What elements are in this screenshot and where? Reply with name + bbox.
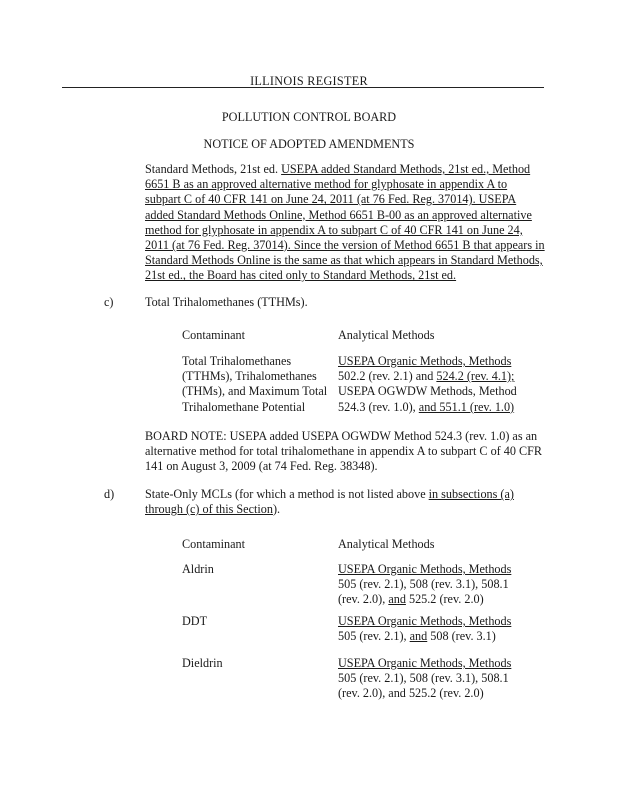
methods-text: and: [409, 629, 428, 644]
section-c-methods-line: [338, 400, 548, 415]
section-c-methods-line: USEPA OGWDW Methods, Method: [338, 384, 517, 399]
methods-text: 508 (rev. 3.1): [427, 629, 496, 644]
section-c-contaminant-cell: [182, 354, 332, 415]
contaminant-aldrin: Aldrin: [182, 562, 214, 576]
section-c-methods-text: and 551.1 (rev. 1.0): [418, 399, 515, 414]
section-c-col-methods: Analytical Methods: [338, 328, 435, 342]
methods-text: (rev. 2.0),: [338, 592, 389, 607]
contaminant-ddt: DDT: [182, 614, 208, 628]
section-c-contaminant-line: Trihalomethane Potential: [182, 399, 306, 414]
methods-line: 505 (rev. 2.1), 508 (rev. 3.1), 508.1: [338, 671, 509, 686]
section-c-methods-line: [338, 369, 548, 384]
methods-aldrin: [338, 562, 553, 608]
section-c-contaminant-line: Total Trihalomethanes: [182, 354, 292, 368]
methods-line: [338, 629, 553, 644]
section-d-title-text: State-Only MCLs (for which a method is not listed above: [145, 487, 429, 501]
register-title: ILLINOIS REGISTER: [250, 74, 368, 88]
header-rule: [62, 87, 544, 88]
methods-text: 525.2 (rev. 2.0): [405, 592, 484, 607]
methods-line: USEPA Organic Methods, Methods: [338, 614, 512, 628]
section-c-contaminant-line: (TTHMs), Trihalomethanes: [182, 369, 317, 384]
section-c-methods-text: 524.3 (rev. 1.0),: [338, 399, 419, 414]
section-c-title: Total Trihalomethanes (TTHMs).: [145, 295, 308, 309]
methods-line: [338, 592, 553, 607]
section-d-title-underlined: through (c) of this Section: [145, 502, 273, 517]
methods-line: USEPA Organic Methods, Methods: [338, 656, 512, 670]
contaminant-dieldrin: Dieldrin: [182, 656, 223, 670]
intro-lead: Standard Methods, 21st ed.: [145, 162, 279, 176]
methods-ddt: [338, 614, 553, 644]
section-c-methods-text: 524.2 (rev. 4.1);: [436, 369, 515, 384]
methods-text: 505 (rev. 2.1),: [338, 629, 410, 644]
intro-underlined-text: USEPA added Standard Methods, 21st ed., Method 6651 B as an approved alternative method for glyphosate in appendix A to subpart C of 40 CFR 141 on June 24, 2011 (at 76 Fed. Reg. 37014). USEPA added Standard Methods Online, Method 6651 B-00 as an approved alternative method for glyphosate in appendix A to subpart C of 40 CFR 141 on June 24, 2011 (at 76 Fed. Reg. 37014). Since the version of Method 6651 B that appears in Standard Methods Online is the same as that which appears in Standard Methods, 21st ed., the Board has cited only to Standard Methods, 21st ed.: [145, 162, 545, 283]
methods-line: USEPA Organic Methods, Methods: [338, 562, 512, 576]
section-d-marker: d): [104, 487, 115, 501]
intro-paragraph: [145, 162, 545, 284]
section-c-board-note: [145, 429, 547, 475]
section-c-col-contaminant: Contaminant: [182, 328, 245, 342]
section-c-methods-cell: [338, 354, 548, 415]
notice-title: NOTICE OF ADOPTED AMENDMENTS: [203, 137, 415, 151]
section-c-marker: c): [104, 295, 114, 309]
section-d-col-contaminant: Contaminant: [182, 537, 245, 551]
board-note-text: BOARD NOTE: USEPA added USEPA OGWDW Method 524.3 (rev. 1.0) as an alternative method for total trihalomethane in appendix A to subpart C of 40 CFR 141 on August 3, 2009 (at 74 Fed. Reg. 38348).: [145, 429, 543, 474]
section-c-methods-text: 502.2 (rev. 2.1) and: [338, 369, 437, 384]
section-d-col-methods: Analytical Methods: [338, 537, 435, 551]
methods-dieldrin: [338, 656, 553, 702]
section-d-title: [145, 487, 550, 517]
section-d-title-text: ).: [272, 502, 281, 517]
agency-title: POLLUTION CONTROL BOARD: [221, 110, 397, 124]
section-d-title-underlined: in subsections (a): [428, 487, 514, 501]
section-c-methods-line: USEPA Organic Methods, Methods: [338, 354, 512, 368]
methods-line: (rev. 2.0), and 525.2 (rev. 2.0): [338, 686, 484, 701]
methods-text: and: [388, 592, 406, 607]
methods-line: 505 (rev. 2.1), 508 (rev. 3.1), 508.1: [338, 577, 509, 592]
section-c-contaminant-line: (THMs), and Maximum Total: [182, 384, 328, 399]
